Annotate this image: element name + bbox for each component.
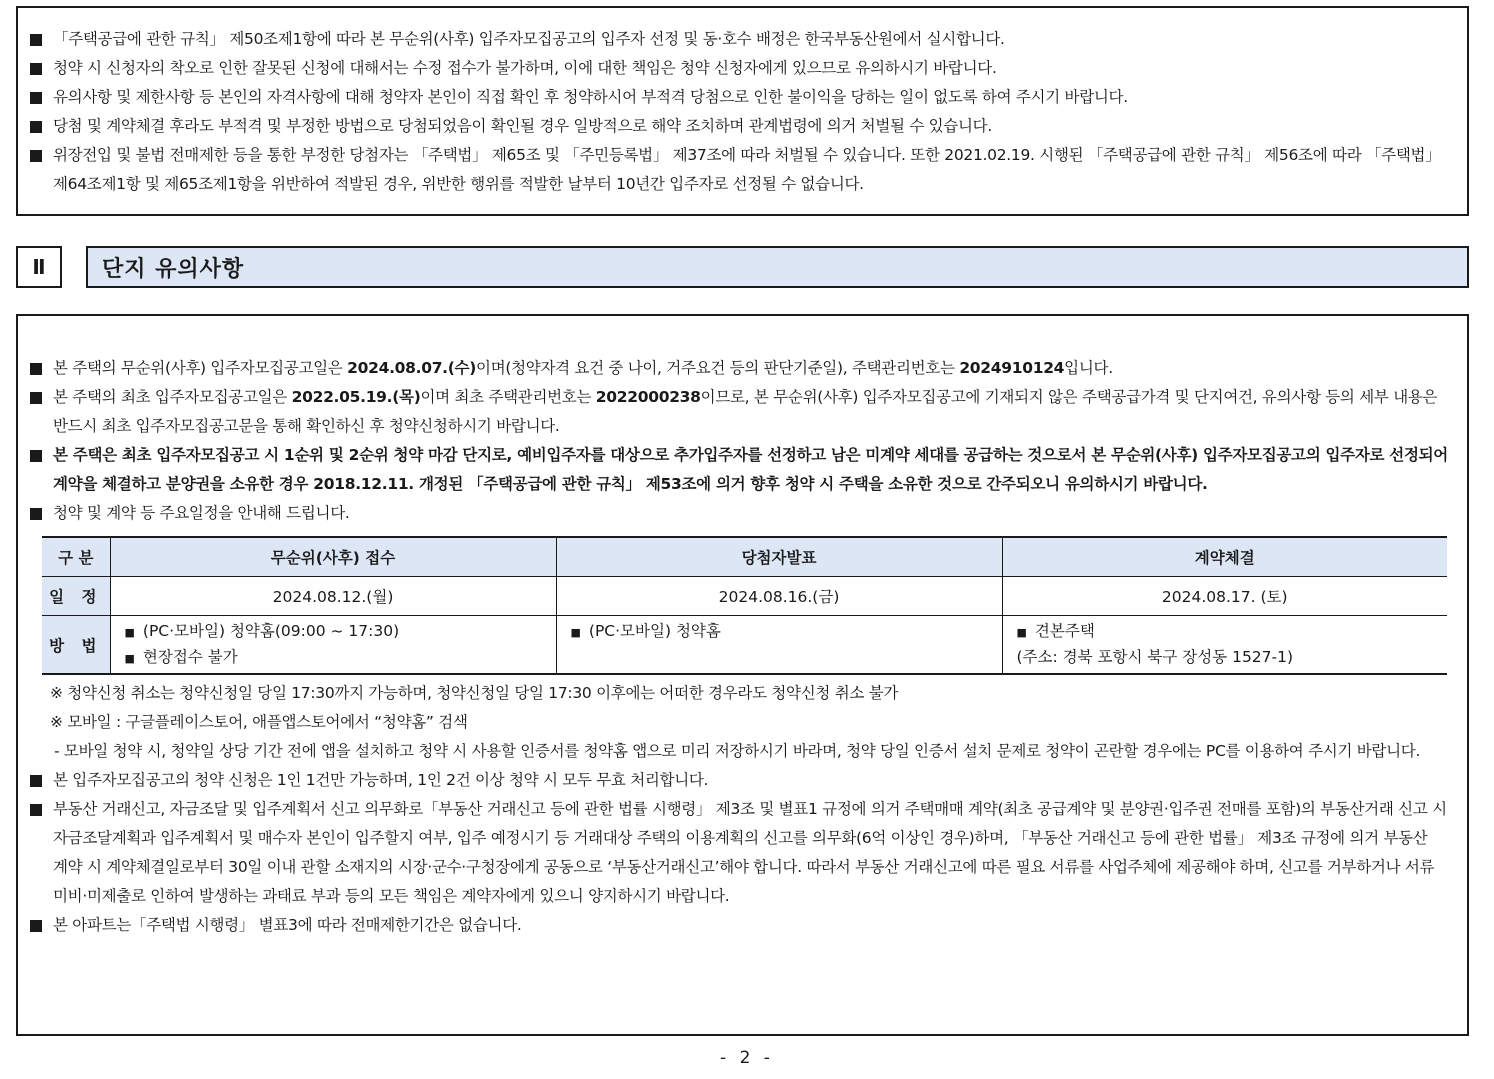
schedule-table <box>42 536 1447 675</box>
method-text: (PC·모바일) 청약홈(09:00 ~ 17:30) <box>142 622 400 640</box>
list-item <box>28 354 1457 383</box>
method-text: 견본주택 <box>1034 622 1095 640</box>
initial-housing-number: 2022000238 <box>595 388 701 406</box>
item-text: 이며(청약자격 요건 중 나이, 거주요건 등의 판단기준일), 주택관리번호는 <box>476 359 960 377</box>
announcement-date: 2024.08.07.(수) <box>347 359 477 377</box>
table-header-row <box>42 537 1447 577</box>
page-number: - 2 - <box>720 1048 774 1068</box>
section-title: 단지 유의사항 <box>86 246 1469 288</box>
bullet-icon: ■ <box>124 626 135 639</box>
initial-announcement-date: 2022.05.19.(목) <box>291 388 421 406</box>
row-label: 방 법 <box>42 616 110 675</box>
item-text: 본 주택의 무순위(사후) 입주자모집공고일은 <box>53 359 348 377</box>
method-cell <box>1002 616 1447 675</box>
date-cell: 2024.08.16.(금) <box>556 577 1002 616</box>
item-text: 본 주택의 최초 입주자모집공고일은 <box>53 388 292 406</box>
method-text: (PC·모바일) 청약홈 <box>588 622 721 640</box>
bullet-icon: ■ <box>124 652 135 665</box>
section-number: Ⅱ <box>16 246 62 288</box>
address-text: (주소: 경북 포항시 북구 장성동 1527-1) <box>1016 648 1294 666</box>
header-cell: 당첨자발표 <box>556 537 1002 577</box>
item-text: 입니다. <box>1064 359 1113 377</box>
table-row <box>42 577 1447 616</box>
notice-item: 「주택공급에 관한 규칙」 제50조제1항에 따라 본 무순위(사후) 입주자모집공고의 입주자 선정 및 동·호수 배정은 한국부동산원에서 실시합니다. <box>28 25 1457 54</box>
date-cell: 2024.08.17. (토) <box>1002 577 1447 616</box>
header-cell: 무순위(사후) 접수 <box>110 537 556 577</box>
bullet-icon: ■ <box>1016 626 1027 639</box>
item-text: 이며 최초 주택관리번호는 <box>420 388 596 406</box>
housing-number: 2024910124 <box>959 359 1065 377</box>
list-item: 청약 및 계약 등 주요일정을 안내해 드립니다. <box>28 499 1457 528</box>
note-text: ※ 모바일 : 구글플레이스토어, 애플앱스토어에서 “청약홈” 검색 <box>50 713 468 731</box>
list-item: 부동산 거래신고, 자금조달 및 입주계획서 신고 의무화로「부동산 거래신고 등에 관한 법률 시행령」 제3조 및 별표1 규정에 의거 주택매매 계약(최초 공급계약 및 분양권·입주권 전매를 포함)의 부동산거래 신고 시 자금조달계획과 입주계획서 및 매수자 본인이 입주할지 여부, 입주 예정시기 등 거래대상 주택의 이용계획의 신고를 의무화(6억 이상인 경우)하며, 「부동산 거래신고 등에 관한 법률」 제3조 규정에 의거 부동산 계약 시 계약체결일로부터 30일 이내 관할 소재지의 시장·군수·구청장에게 공동으로 ‘부동산거래신고’해야 합니다. 따라서 부동산 거래신고에 따른 필요 서류를 사업주체에 제공해야 하며, 신고를 거부하거나 서류 미비·미제출로 인하여 발생하는 과태료 부과 등의 모든 책임은 계약자에게 있으니 양지하시기 바랍니다. <box>28 795 1457 911</box>
list-item-bold: 본 주택은 최초 입주자모집공고 시 1순위 및 2순위 청약 마감 단지로, 예비입주자를 대상으로 추가입주자를 선정하고 남은 미계약 세대를 공급하는 것으로서 본 무순위(사후) 입주자모집공고의 입주자로 선정되어 계약을 체결하고 분양권을 소유한 경우 2018.12.11. 개정된 「주택공급에 관한 규칙」 제53조에 의거 향후 청약 시 주택을 소유한 것으로 간주되오니 유의하시기 바랍니다. <box>28 441 1457 499</box>
method-text: 현장접수 불가 <box>142 648 238 666</box>
complex-notice-box <box>16 314 1469 1036</box>
bullet-icon: ■ <box>570 626 581 639</box>
header-cell: 구 분 <box>42 537 110 577</box>
notice-item: 청약 시 신청자의 착오로 인한 잘못된 신청에 대해서는 수정 접수가 불가하며, 이에 대한 책임은 청약 신청자에게 있으므로 유의하시기 바랍니다. <box>28 54 1457 83</box>
list-item: 본 입주자모집공고의 청약 신청은 1인 1건만 가능하며, 1인 2건 이상 청약 시 모두 무효 처리합니다. <box>28 766 1457 795</box>
note-text: ※ 청약신청 취소는 청약신청일 당일 17:30까지 가능하며, 청약신청일 당일 17:30 이후에는 어떠한 경우라도 청약신청 취소 불가 <box>50 684 899 702</box>
list-item <box>28 383 1457 441</box>
item-text: 이므로, 본 무순위(사후) 입주자모집공고에 기재되지 않은 주택공급가격 및 단지여건, 유의사항 등의 세부 내용은 반드시 최초 입주자모집공고문을 통해 확인하신 후 청약신청하시기 바랍니다. <box>53 388 1438 435</box>
method-cell <box>110 616 556 675</box>
method-cell <box>556 616 1002 675</box>
notice-item: 위장전입 및 불법 전매제한 등을 통한 부정한 당첨자는 「주택법」 제65조 및 「주민등록법」 제37조에 따라 처벌될 수 있습니다. 또한 2021.02.19. 시행된 「주택공급에 관한 규칙」 제56조에 따라 「주택법」 제64조제1항 및 제65조제1항을 위반하여 적발된 경우, 위반한 행위를 적발한 날부터 10년간 입주자로 선정될 수 없습니다. <box>28 141 1457 199</box>
notice-box <box>16 6 1469 216</box>
notice-item: 유의사항 및 제한사항 등 본인의 자격사항에 대해 청약자 본인이 직접 확인 후 청약하시어 부적격 당첨으로 인한 불이익을 당하는 일이 없도록 하여 주시기 바랍니다. <box>28 83 1457 112</box>
sub-note-text: - 모바일 청약 시, 청약일 상당 기간 전에 앱을 설치하고 청약 시 사용할 인증서를 청약홈 앱으로 미리 저장하시기 바라며, 청약 당일 인증서 설치 문제로 청약이 곤란할 경우에는 PC를 이용하여 주시기 바랍니다. <box>54 742 1421 760</box>
notice-item: 당첨 및 계약체결 후라도 부적격 및 부정한 방법으로 당첨되었음이 확인될 경우 일방적으로 해약 조치하며 관계법령에 의거 처벌될 수 있습니다. <box>28 112 1457 141</box>
list-item: 본 아파트는「주택법 시행령」 별표3에 따라 전매제한기간은 없습니다. <box>28 911 1457 940</box>
header-cell: 계약체결 <box>1002 537 1447 577</box>
date-cell: 2024.08.12.(월) <box>110 577 556 616</box>
table-row <box>42 616 1447 675</box>
row-label: 일 정 <box>42 577 110 616</box>
